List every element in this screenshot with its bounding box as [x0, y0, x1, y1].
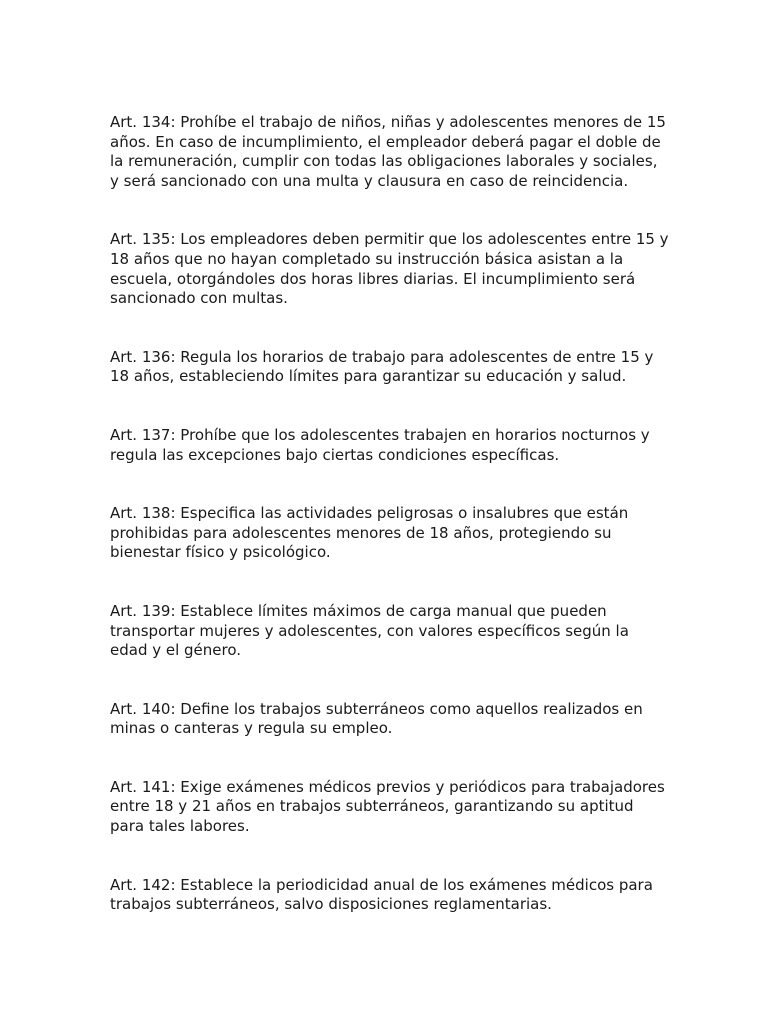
- article-138: Art. 138: Especifica las actividades peligrosas o insalubres que están prohibidas para adolescentes menores de 18 años, protegiendo su bienestar físico y psicológico.: [110, 504, 629, 562]
- article-139: Art. 139: Establece límites máximos de carga manual que pueden transportar mujeres y adolescentes, con valores específicos según la edad y el género.: [110, 601, 629, 660]
- article-135: Art. 135: Los empleadores deben permitir que los adolescentes entre 15 y 18 años que no hayan completado su instrucción básica asistan a la escuela, otorgándoles dos horas libres diarias. El incumplimiento será sancionado con multas.: [110, 230, 669, 308]
- article-134: Art. 134: Prohíbe el trabajo de niños, niñas y adolescentes menores de 15 años. En caso de incumplimiento, el empleador deberá pagar el doble de la remuneración, cumplir con todas las obligaciones laborales y sociales, y será sancionado con una multa y clausura en caso de reincidencia.: [110, 113, 666, 190]
- document-page: [110, 113, 670, 954]
- article-141: Art. 141: Exige exámenes médicos previos y periódicos para trabajadores entre 18 y 21 años en trabajos subterráneos, garantizando su aptitud para tales labores.: [110, 777, 665, 836]
- article-137: Art. 137: Prohíbe que los adolescentes trabajen en horarios nocturnos y regula las excepciones bajo ciertas condiciones específicas.: [110, 425, 650, 464]
- article-142: Art. 142: Establece la periodicidad anual de los exámenes médicos para trabajos subterráneos, salvo disposiciones reglamentarias.: [110, 875, 653, 914]
- article-136: Art. 136: Regula los horarios de trabajo para adolescentes de entre 15 y 18 años, estableciendo límites para garantizar su educación y salud.: [110, 347, 654, 386]
- article-140: Art. 140: Define los trabajos subterráneos como aquellos realizados en minas o canteras y regula su empleo.: [110, 699, 643, 738]
